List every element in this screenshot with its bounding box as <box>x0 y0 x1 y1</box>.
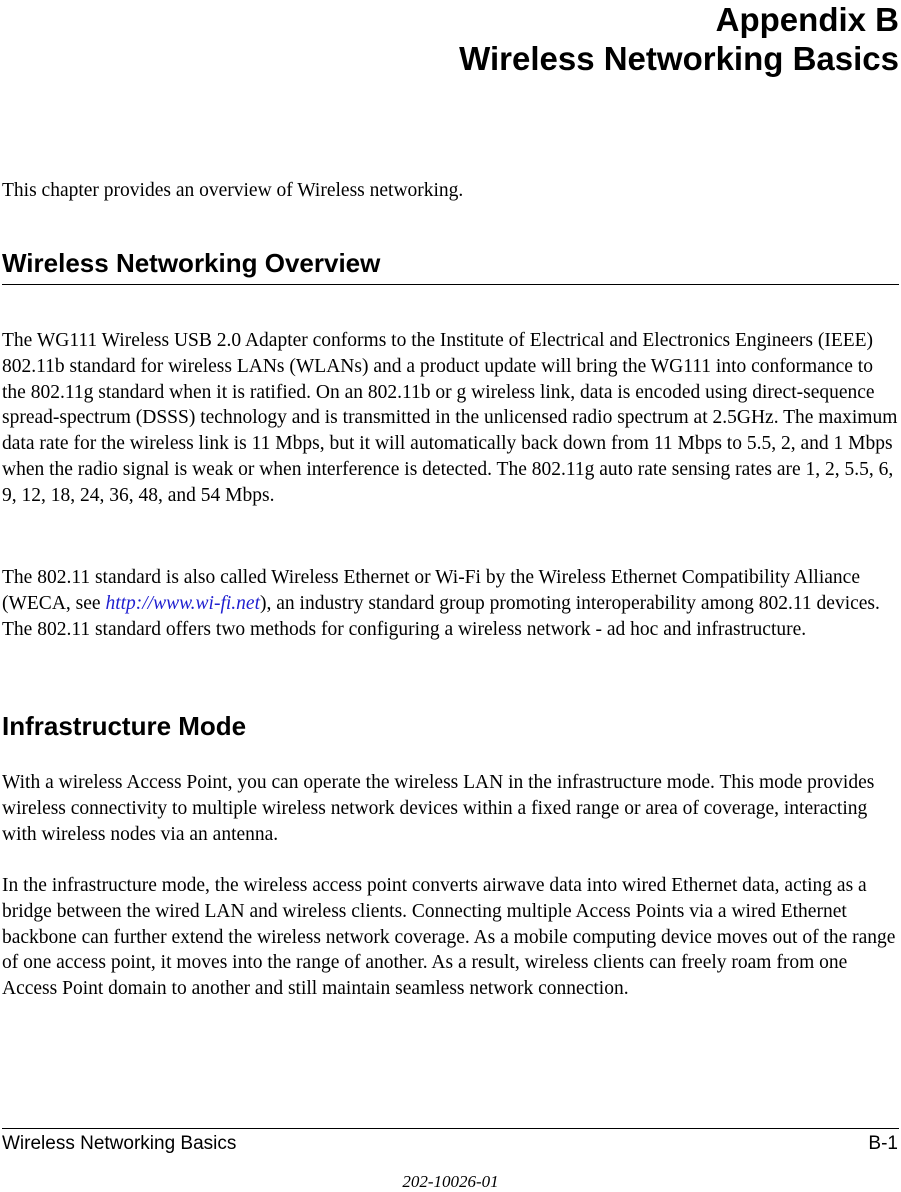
appendix-label: Appendix B <box>715 1 899 38</box>
footer-section-title: Wireless Networking Basics <box>2 1133 237 1154</box>
heading-divider <box>2 284 899 285</box>
overview-paragraph-1: The WG111 Wireless USB 2.0 Adapter conforms to the Institute of Electrical and Electronics Engineers (IEEE) 802.11b standard for wireless LANs (WLANs) and a product update will bring the WG111 into conformance to the 802.11g standard when it is ratified. On an 802.11b or g wireless link, data is encoded using direct-sequence spread-spectrum (DSSS) technology and is transmitted in the unlicensed radio spectrum at 2.5GHz. The maximum data rate for the wireless link is 11 Mbps, but it will automatically back down from 11 Mbps to 5.5, 2, and 1 Mbps when the radio signal is weak or when interference is detected. The 802.11g auto rate sensing rates are 1, 2, 5.5, 6, 9, 12, 18, 24, 36, 48, and 54 Mbps. <box>2 330 898 506</box>
overview-paragraph-2 <box>2 565 899 642</box>
footer-divider <box>2 1128 899 1129</box>
intro-paragraph: This chapter provides an overview of Wireless networking. <box>2 180 464 201</box>
infrastructure-paragraph-2: In the infrastructure mode, the wireless access point converts airwave data into wired Ethernet data, acting as a bridge between the wired LAN and wireless clients. Connecting multiple Access Points via a wired Ethernet backbone can further extend the wireless network coverage. As a mobile computing device moves out of the range of one access point, it moves into the range of another. As a result, wireless clients can freely roam from one Access Point domain to another and still maintain seamless network connection. <box>2 875 896 1000</box>
wi-fi-link[interactable]: http://www.wi-fi.net <box>105 592 260 614</box>
overview-paragraph-2-text-start: The 802.11 standard is also called Wireless Ethernet or Wi-Fi by the Wireless Ethernet Compatibility Alliance (WECA, see <box>2 567 860 614</box>
overview-heading: Wireless Networking Overview <box>2 248 381 278</box>
page-title <box>459 0 899 78</box>
overview-paragraph-2-text-end: ), an industry standard group promoting interoperability among 802.11 devices. The 802.11 standard offers two methods for configuring a wireless network - ad hoc and infrastructure. <box>2 592 880 640</box>
chapter-title: Wireless Networking Basics <box>459 40 899 77</box>
infrastructure-paragraph-1: With a wireless Access Point, you can operate the wireless LAN in the infrastructure mode. This mode provides wireless connectivity to multiple wireless network devices within a fixed range or area of coverage, interacting with wireless nodes via an antenna. <box>2 772 875 845</box>
infrastructure-heading: Infrastructure Mode <box>2 711 247 741</box>
document-number: 202-10026-01 <box>402 1172 499 1191</box>
footer-page-number: B-1 <box>868 1133 898 1154</box>
